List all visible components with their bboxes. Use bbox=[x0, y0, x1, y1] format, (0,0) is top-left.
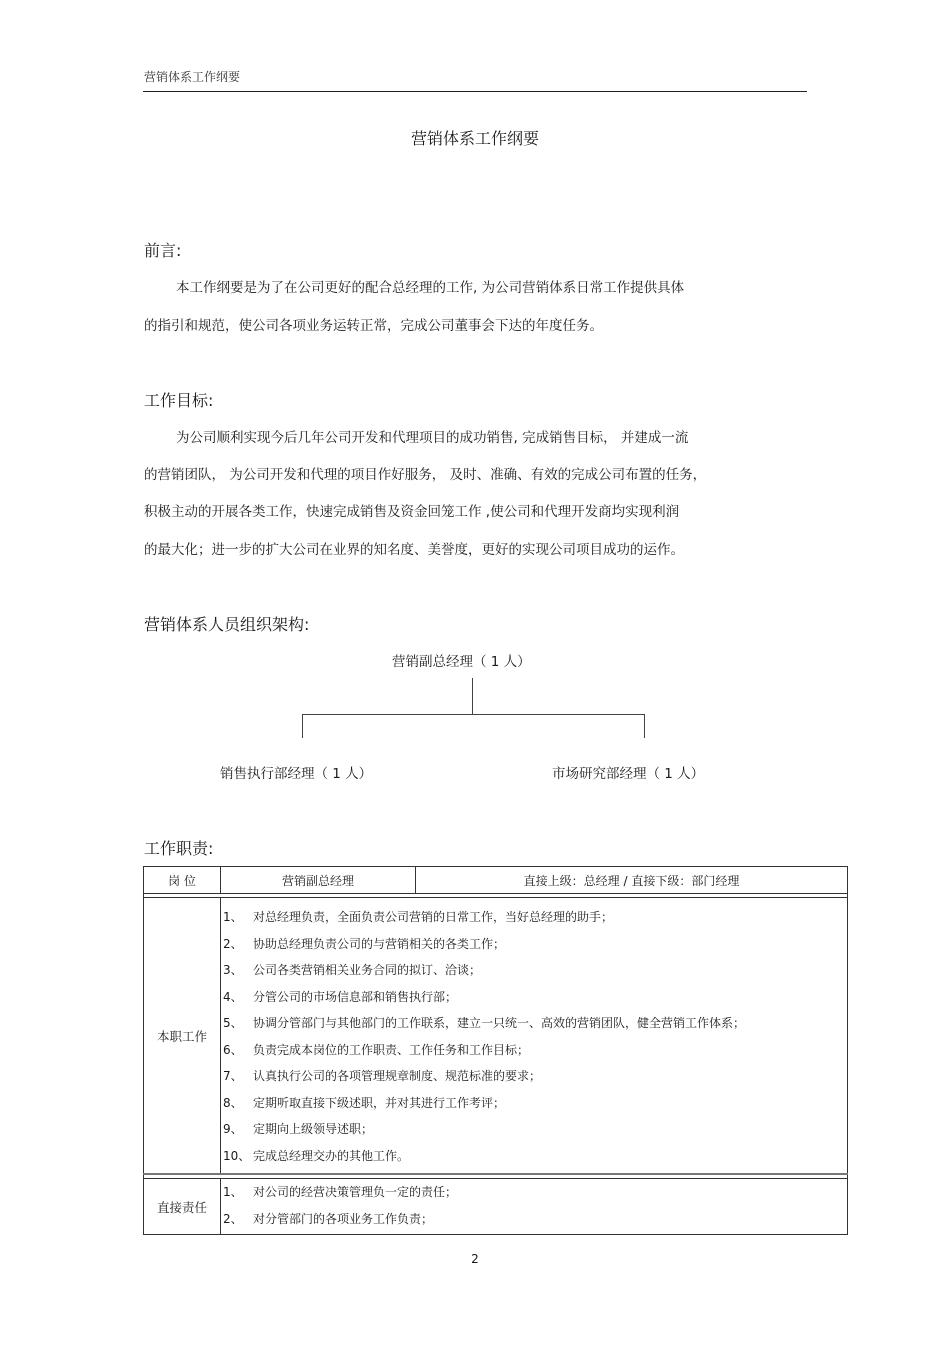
direct-duties-label: 直接责任 bbox=[144, 1179, 221, 1235]
item-text: 分管公司的市场信息部和销售执行部； bbox=[253, 989, 458, 1004]
preface-line: 本工作纲要是为了在公司更好的配合总经理的工作, 为公司营销体系日常工作提供具体 bbox=[176, 280, 685, 296]
list-item bbox=[221, 1037, 847, 1064]
duties-table bbox=[143, 866, 848, 1235]
main-duties-list bbox=[221, 898, 847, 1173]
item-number: 9、 bbox=[223, 1122, 243, 1136]
goals-line: 的最大化；进一步的扩大公司在业界的知名度、美誉度，更好的实现公司项目成功的运作。 bbox=[144, 542, 684, 558]
list-item bbox=[221, 1090, 847, 1117]
item-number: 3、 bbox=[223, 963, 243, 977]
item-number: 7、 bbox=[223, 1069, 243, 1083]
table-row-main-duties bbox=[144, 898, 848, 1175]
item-text: 定期听取直接下级述职，并对其进行工作考评； bbox=[253, 1095, 506, 1110]
item-number: 6、 bbox=[223, 1042, 243, 1057]
preface-line: 的指引和规范，使公司各项业务运转正常，完成公司董事会下达的年度任务。 bbox=[144, 318, 603, 334]
item-number: 5、 bbox=[223, 1016, 243, 1030]
list-item bbox=[221, 931, 847, 958]
main-duties-label: 本职工作 bbox=[144, 898, 221, 1175]
item-text: 对分管部门的各项业务工作负责； bbox=[253, 1211, 434, 1226]
document-title: 营销体系工作纲要 bbox=[410, 129, 539, 148]
org-node-sales-manager: 销售执行部经理（ 1 人） bbox=[220, 766, 373, 782]
duties-heading: 工作职责: bbox=[144, 839, 214, 858]
org-connector-right bbox=[644, 714, 645, 738]
list-item bbox=[221, 904, 847, 931]
post-value-cell: 营销副总经理 bbox=[221, 867, 416, 894]
goals-heading: 工作目标: bbox=[144, 391, 214, 410]
org-connector-vertical bbox=[472, 678, 473, 714]
list-item bbox=[221, 1206, 847, 1233]
running-header: 营销体系工作纲要 bbox=[144, 70, 241, 84]
item-number: 1、 bbox=[223, 1185, 243, 1199]
item-text: 对公司的经营决策管理负一定的责任； bbox=[253, 1185, 458, 1199]
goals-line: 积极主动的开展各类工作，快速完成销售及资金回笼工作 ,使公司和代理开发商均实现利润 bbox=[144, 504, 680, 520]
direct-duties-list bbox=[221, 1179, 847, 1234]
org-connector-left bbox=[302, 714, 303, 738]
list-item bbox=[221, 1116, 847, 1143]
item-text: 公司各类营销相关业务合同的拟订、洽谈； bbox=[253, 963, 482, 977]
item-number: 2、 bbox=[223, 1211, 243, 1226]
org-heading: 营销体系人员组织架构: bbox=[144, 615, 310, 634]
org-node-vp-marketing: 营销副总经理（ 1 人） bbox=[392, 654, 531, 670]
item-number: 4、 bbox=[223, 989, 243, 1004]
item-text: 协调分管部门与其他部门的工作联系，建立一只统一、高效的营销团队，健全营销工作体系； bbox=[253, 1016, 746, 1030]
goals-line: 为公司顺利实现今后几年公司开发和代理项目的成功销售, 完成销售目标， 并建成一流 bbox=[176, 430, 689, 446]
org-node-research-manager: 市场研究部经理（ 1 人） bbox=[552, 766, 705, 782]
item-number: 2、 bbox=[223, 936, 243, 951]
item-number: 1、 bbox=[223, 910, 243, 924]
list-item bbox=[221, 957, 847, 984]
list-item bbox=[221, 1143, 847, 1170]
list-item bbox=[221, 1179, 847, 1206]
item-text: 认真执行公司的各项管理规章制度、规范标准的要求； bbox=[253, 1069, 542, 1083]
list-item bbox=[221, 1063, 847, 1090]
org-connector-horizontal bbox=[302, 714, 645, 715]
list-item bbox=[221, 984, 847, 1011]
item-text: 定期向上级领导述职； bbox=[253, 1122, 374, 1136]
item-text: 对总经理负责，全面负责公司营销的日常工作，当好总经理的助手； bbox=[253, 910, 614, 924]
page-number: 2 bbox=[471, 1252, 479, 1266]
header-rule bbox=[143, 91, 807, 92]
item-text: 协助总经理负责公司的与营销相关的各类工作； bbox=[253, 936, 506, 951]
preface-heading: 前言: bbox=[144, 241, 182, 260]
list-item bbox=[221, 1010, 847, 1037]
post-label-cell: 岗 位 bbox=[144, 867, 221, 894]
item-text: 负责完成本岗位的工作职责、工作任务和工作目标； bbox=[253, 1042, 530, 1057]
table-header-row bbox=[144, 867, 848, 894]
goals-line: 的营销团队， 为公司开发和代理的项目作好服务， 及时、准确、有效的完成公司布置的任务， bbox=[144, 467, 707, 483]
table-row-direct-duties bbox=[144, 1179, 848, 1235]
item-number: 8、 bbox=[223, 1095, 243, 1110]
main-duties-cell bbox=[221, 898, 848, 1175]
item-number: 10、 bbox=[223, 1148, 251, 1163]
direct-duties-cell bbox=[221, 1179, 848, 1235]
reporting-cell: 直接上级：总经理 / 直接下级：部门经理 bbox=[416, 867, 848, 894]
item-text: 完成总经理交办的其他工作。 bbox=[253, 1148, 410, 1163]
